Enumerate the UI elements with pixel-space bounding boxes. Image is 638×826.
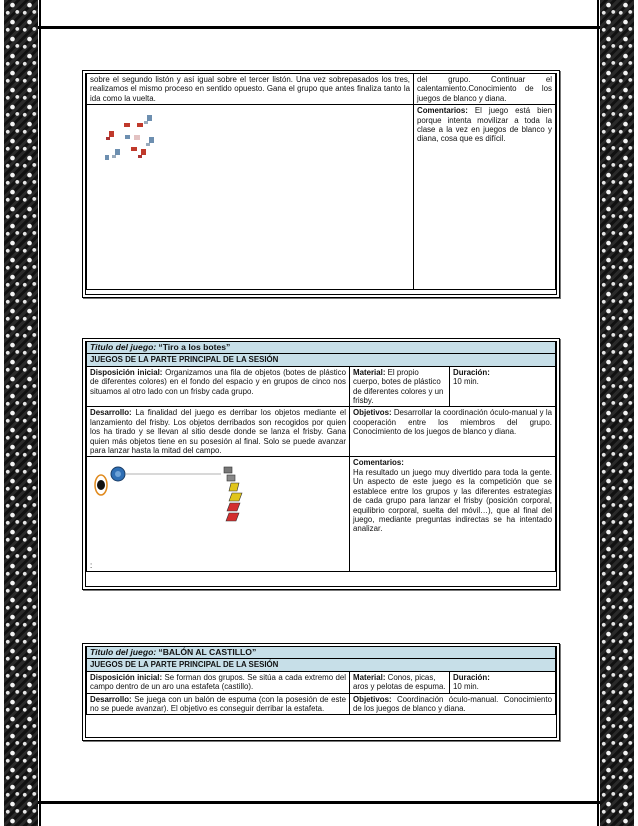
bottle-target-icon bbox=[226, 513, 239, 521]
game2-objetivos-label: Objetivos: bbox=[353, 408, 392, 418]
thrower-player-icon bbox=[95, 475, 107, 495]
game2-objetivos-cell bbox=[350, 407, 556, 457]
continuation-comentarios-label: Comentarios: bbox=[417, 106, 468, 116]
bottle-target-icon bbox=[224, 467, 232, 473]
game3-material-text: Conos, picas, aros y pelotas de espuma. bbox=[353, 672, 446, 692]
game-card-tiro-a-los-botes bbox=[82, 338, 560, 590]
game2-title-label: Titulo del juego: bbox=[90, 342, 157, 352]
game2-title-cell bbox=[87, 342, 556, 354]
game2-desarrollo-label: Desarrollo: bbox=[90, 408, 132, 418]
game3-title-label: Titulo del juego: bbox=[90, 647, 157, 657]
game2-material-label: Material: bbox=[353, 367, 386, 377]
players-diagram bbox=[97, 111, 177, 171]
frisby-icon bbox=[111, 467, 125, 481]
player-figure-icon bbox=[106, 131, 114, 140]
continuation-desarrollo-text: sobre el segundo listón y así igual sobre el tercer listón. Una vez sobrepasados los tres, realizamos el mismo proceso en sentido opuesto. Gana el grupo que antes finaliza tanto la ida como la vuelta. bbox=[90, 75, 410, 103]
game3-desarrollo-label: Desarrollo: bbox=[90, 694, 132, 704]
game3-disposicion-label: Disposición inicial: bbox=[90, 672, 163, 682]
continuation-table bbox=[86, 74, 556, 290]
game3-section-heading: JUEGOS DE LA PARTE PRINCIPAL DE LA SESIÓN bbox=[87, 659, 556, 671]
game2-title: “Tiro a los botes” bbox=[158, 342, 231, 352]
game3-desarrollo-cell bbox=[87, 693, 350, 715]
page-frame-top bbox=[38, 26, 600, 29]
game3-duracion-cell bbox=[450, 671, 556, 693]
game3-material-label: Material: bbox=[353, 672, 386, 682]
game3-material-cell bbox=[350, 671, 450, 693]
player-figure-icon bbox=[146, 137, 154, 146]
continuation-desarrollo-cell bbox=[87, 74, 414, 105]
continuation-comentarios-text: El juego está bien porque intenta movilizar a toda la clase a la vez en juegos de blanco y diana, cosa que es difícil. bbox=[417, 106, 552, 144]
game2-disposicion-cell bbox=[87, 366, 350, 407]
player-figure-icon bbox=[137, 123, 143, 127]
game2-disposicion-label: Disposición inicial: bbox=[90, 367, 163, 377]
game2-section-heading: JUEGOS DE LA PARTE PRINCIPAL DE LA SESIÓN bbox=[87, 354, 556, 366]
game2-disposicion-text: Organizamos una fila de objetos (botes de plástico de diferentes colores) en el fondo del espacio y en grupos de cinco nos situamos al otro lado con un frisby cada grupo. bbox=[90, 367, 346, 396]
game2-duracion-label: Duración: bbox=[453, 367, 490, 377]
continuation-objetivos-cell bbox=[414, 74, 556, 105]
game3-desarrollo-text: Se juega con un balón de espuma (con la posesión de este no se puede avanzar). El objetivo es conseguir derribar la estafeta. bbox=[90, 694, 346, 714]
player-figure-icon bbox=[125, 135, 130, 139]
bottle-target-icon bbox=[227, 503, 240, 511]
game3-title-cell bbox=[87, 647, 556, 659]
frisby-throw-diagram bbox=[91, 463, 261, 535]
player-figure-icon bbox=[134, 135, 140, 140]
game3-disposicion-text: Se forman dos grupos. Se sitúa a cada extremo del campo dentro de un aro una estafeta (castillo). bbox=[90, 672, 346, 692]
game3-duracion-text: 10 min. bbox=[453, 682, 479, 692]
game2-duracion-text: 10 min. bbox=[453, 377, 479, 387]
game3-duracion-label: Duración: bbox=[453, 672, 490, 682]
game3-objetivos-text: Coordinación óculo-manual. Conocimiento de los juegos de blanco y diana. bbox=[353, 694, 552, 714]
game2-material-text: El propio cuerpo, botes de plástico de diferentes colores y un frisby. bbox=[353, 367, 444, 406]
game3-disposicion-cell bbox=[87, 671, 350, 693]
bottle-target-icon bbox=[229, 483, 239, 491]
game2-desarrollo-text: La finalidad del juego es derribar los objetos mediante el lanzamiento del frisby. Los objetos derribados son recogidos por quien los ha tirado y se llevan al sitio desde donde se lanza el frisby. Gana quien más objetos tiene en su posesión al final. Solo se puede avanzar para lanzar hasta la mitad del campo. bbox=[90, 408, 346, 456]
player-figure-icon bbox=[144, 115, 152, 124]
decorative-border-left bbox=[4, 0, 38, 826]
bottle-target-icon bbox=[229, 493, 242, 501]
game2-table bbox=[86, 342, 556, 572]
game2-material-cell bbox=[350, 366, 450, 407]
game2-drawing-cell bbox=[87, 457, 350, 572]
game-card-balon-al-castillo bbox=[82, 643, 560, 741]
continuation-objetivos-text: del grupo. Continuar el calentamiento.Conocimiento de los juegos de blanco y diana. bbox=[417, 75, 552, 103]
bottle-target-icon bbox=[227, 475, 235, 481]
game-card-continuation bbox=[82, 70, 560, 298]
game3-table bbox=[86, 647, 556, 715]
player-figure-icon bbox=[112, 149, 120, 158]
game3-objetivos-label: Objetivos: bbox=[353, 694, 392, 704]
continuation-drawing-cell bbox=[87, 105, 414, 290]
decorative-border-right bbox=[600, 0, 634, 826]
player-figure-icon bbox=[124, 123, 130, 127]
player-figure-icon bbox=[131, 147, 137, 151]
game3-objetivos-cell bbox=[350, 693, 556, 715]
page-frame-bottom bbox=[38, 801, 600, 804]
game2-drawing-caption: : bbox=[90, 561, 93, 571]
player-figure-icon bbox=[105, 155, 109, 160]
game2-comentarios-text: Ha resultado un juego muy divertido para toda la gente. Un aspecto de este juego es la competición que se establece entre los grupos y las diferentes estrategias de cada grupo para lanzar el frisby (posición corporal, equilibrio corporal, suelta del móvil…), que al final del juego, mediante preguntas indirectas se ha intentado analizar. bbox=[353, 467, 552, 534]
game3-title: “BALÓN AL CASTILLO” bbox=[158, 647, 257, 657]
game2-duracion-cell bbox=[450, 366, 556, 407]
game2-desarrollo-cell bbox=[87, 407, 350, 457]
game2-comentarios-cell bbox=[350, 457, 556, 572]
game2-objetivos-text: Desarrollar la coordinación óculo-manual y la cooperación entre los miembros del grupo. Conocimiento de los juegos de blanco y diana. bbox=[353, 408, 552, 437]
game2-comentarios-label: Comentarios: bbox=[353, 458, 404, 468]
continuation-comentarios-cell bbox=[414, 105, 556, 290]
player-figure-icon bbox=[138, 149, 146, 158]
